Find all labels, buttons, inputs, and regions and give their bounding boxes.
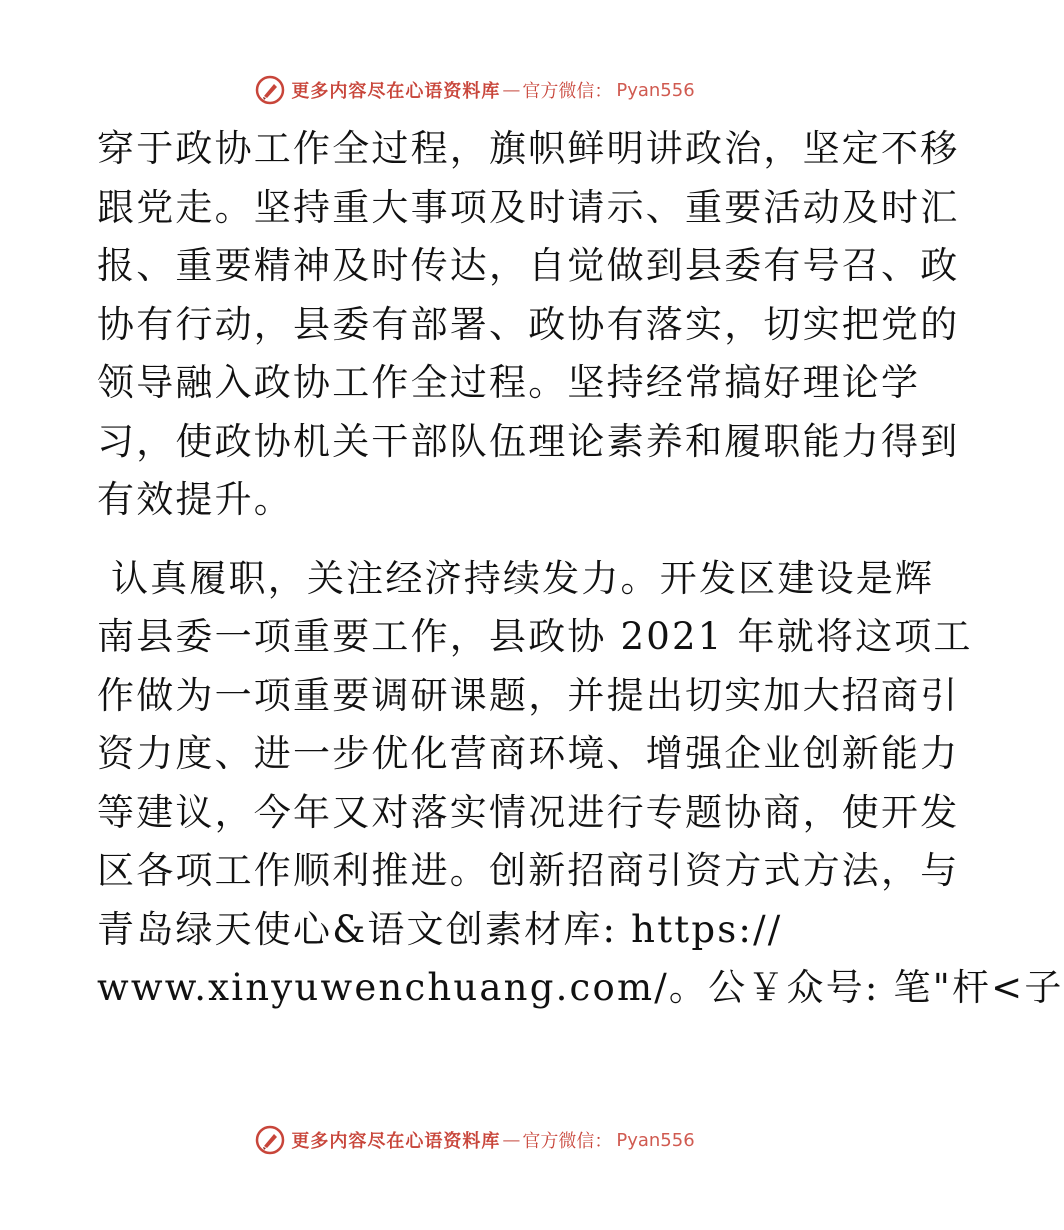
text-line: 协有行动，县委有部署、政协有落实，切实把党的 [97, 302, 960, 346]
watermark-account-id: Pyan556 [616, 1129, 695, 1151]
paragraph-spacer [97, 530, 857, 550]
footer-watermark [0, 1120, 950, 1160]
text-line: www.xinyuwenchuang.com/。公￥众号: 笔"杆<子 [97, 966, 1064, 1009]
watermark-account-text: 官方微信： [522, 1131, 613, 1152]
paragraph-1 [97, 120, 960, 530]
text-line: 作做为一项重要调研课题，并提出切实加大招商引 [97, 673, 960, 717]
text-line: 等建议，今年又对落实情况进行专题协商，使开发 [97, 790, 960, 834]
paragraph-2 [97, 550, 1064, 1018]
text-line: 资力度、进一步优化营商环境、增强企业创新能力 [97, 732, 960, 775]
text-line: 报、重要精神及时传达，自觉做到县委有号召、政 [97, 244, 960, 287]
text-line: 有效提升。 [97, 478, 293, 521]
watermark-dash: — [502, 1129, 521, 1151]
text-line: 认真履职，关注经济持续发力。开发区建设是辉 [97, 556, 935, 600]
pen-nib-logo-icon [255, 75, 285, 105]
pen-nib-logo-icon [255, 1125, 285, 1155]
text-line: 南县委一项重要工作，县政协 2021 年就将这项工 [97, 615, 973, 658]
text-line: 青岛绿天使心&语文创素材库: https:// [97, 907, 783, 951]
text-line: 穿于政协工作全过程，旗帜鲜明讲政治，坚定不移 [97, 127, 960, 170]
header-watermark [0, 70, 950, 110]
text-line: 领导融入政协工作全过程。坚持经常搞好理论学 [97, 361, 921, 404]
watermark-main-text: 更多内容尽在心语资料库 [291, 81, 501, 102]
text-line: 跟党走。坚持重大事项及时请示、重要活动及时汇 [97, 185, 960, 229]
document-body [97, 120, 1064, 1018]
watermark-dash: — [502, 79, 521, 101]
text-line: 习，使政协机关干部队伍理论素养和履职能力得到 [97, 419, 960, 463]
text-line: 区各项工作顺利推进。创新招商引资方式方法，与 [97, 849, 960, 892]
watermark-main-text: 更多内容尽在心语资料库 [291, 1131, 501, 1152]
watermark-account-id: Pyan556 [616, 79, 695, 101]
watermark-account-text: 官方微信： [522, 81, 613, 102]
